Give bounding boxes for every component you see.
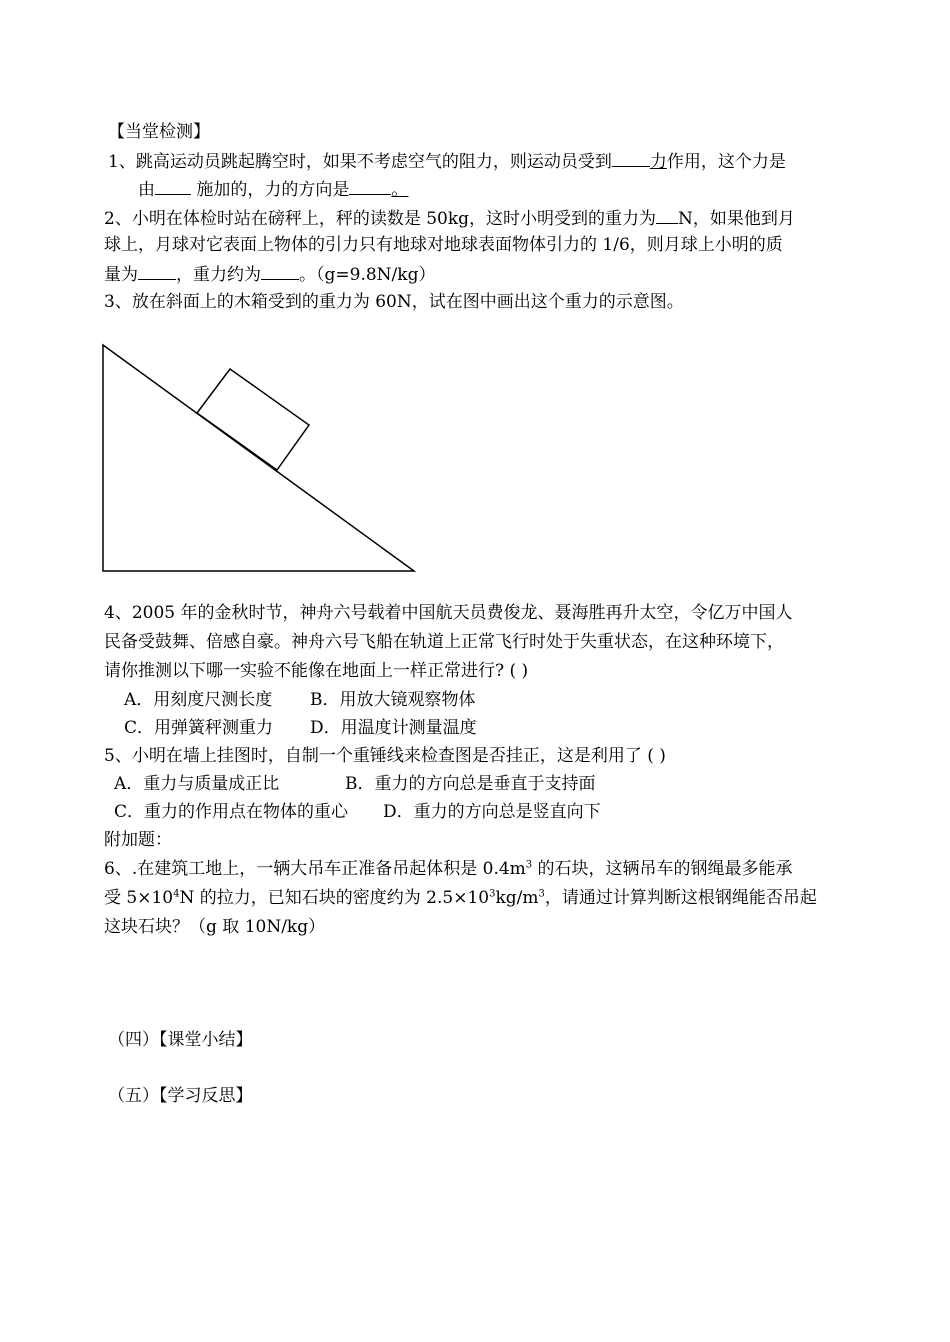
q6-text-a: 6、.在建筑工地上，一辆大吊车正准备吊起体积是 0.4m xyxy=(104,859,526,879)
extra-question-title: 附加题： xyxy=(104,830,172,850)
q1-text-a: 1、跳高运动员跳起腾空时，如果不考虑空气的阻力，则运动员受到 xyxy=(108,152,612,172)
q6-text-f: ，请通过计算判断这根钢绳能否吊起 xyxy=(544,888,817,908)
q2-text-e: 。（g=9.8N/kg） xyxy=(299,265,436,285)
q1-text-e: 施加的，力的方向是 xyxy=(191,180,350,200)
q5-stem: 5、小明在墙上挂图时，自制一个重锤线来检查图是否挂正，这是利用了 ( ) xyxy=(104,746,666,766)
q6-sup-2: 4 xyxy=(173,888,180,900)
q6-line1 xyxy=(104,857,793,881)
q2-line2: 球上，月球对它表面上物体的引力只有地球对地球表面物体引力的 1/6，则月球上小明的质 xyxy=(104,235,783,255)
q6-line3: 这块石块？（g 取 10N/kg） xyxy=(104,917,326,937)
q6-sup-1: 3 xyxy=(525,859,533,871)
q4-option-d[interactable]: D．用温度计测量温度 xyxy=(310,718,477,738)
q3-text: 3、放在斜面上的木箱受到的重力为 60N，试在图中画出这个重力的示意图。 xyxy=(104,292,684,312)
q5-option-b[interactable]: B．重力的方向总是垂直于支持面 xyxy=(345,774,596,794)
q6-text-b: 的石块，这辆吊车的钢绳最多能承 xyxy=(532,859,793,879)
q6-text-c: 受 5×10 xyxy=(104,888,174,908)
q5-option-c[interactable]: C．重力的作用点在物体的重心 xyxy=(114,802,349,822)
q1-text-d: 由 xyxy=(138,180,155,200)
q1-text-f: 。 xyxy=(391,180,409,200)
q1-blank-1-answer: 力 xyxy=(649,152,667,172)
q4-line1: 4、2005 年的金秋时节，神舟六号载着中国航天员费俊龙、聂海胜再升太空，令亿万中国人 xyxy=(104,603,793,623)
q5-option-a[interactable]: A．重力与质量成正比 xyxy=(114,774,280,794)
q2-text-c: 量为 xyxy=(104,265,138,285)
q6-text-d: N 的拉力，已知石块的密度约为 2.5×10 xyxy=(179,888,490,908)
section-reflection-heading: （五）【学习反思】 xyxy=(108,1086,253,1106)
section-check-heading: 【当堂检测】 xyxy=(108,122,210,142)
q6-sup-4: 3 xyxy=(538,888,545,900)
incline-triangle xyxy=(103,345,414,571)
q6-sup-3: 3 xyxy=(489,888,496,900)
q4-line2: 民备受鼓舞、倍感自豪。神舟六号飞船在轨道上正常飞行时处于失重状态，在这种环境下， xyxy=(104,632,784,652)
q2-text-a: 2、小明在体检时站在磅秤上，秤的读数是 50kg，这时小明受到的重力为 xyxy=(104,209,657,229)
q4-line3: 请你推测以下哪一实验不能像在地面上一样正常进行? ( ) xyxy=(104,661,529,681)
q4-option-a[interactable]: A．用刻度尺测长度 xyxy=(124,690,273,710)
q2-text-b: N，如果他到月 xyxy=(678,209,795,229)
q2-text-d: ，重力约为 xyxy=(176,265,261,285)
section-summary-heading: （四）【课堂小结】 xyxy=(108,1030,253,1050)
q6-line2 xyxy=(104,886,817,910)
q4-option-b[interactable]: B．用放大镜观察物体 xyxy=(310,690,476,710)
q4-option-c[interactable]: C．用弹簧秤测重力 xyxy=(124,718,274,738)
q5-option-d[interactable]: D．重力的方向总是竖直向下 xyxy=(383,802,601,822)
q6-text-e: kg/m xyxy=(495,888,539,908)
q1-text-c: 作用，这个力是 xyxy=(666,152,786,172)
